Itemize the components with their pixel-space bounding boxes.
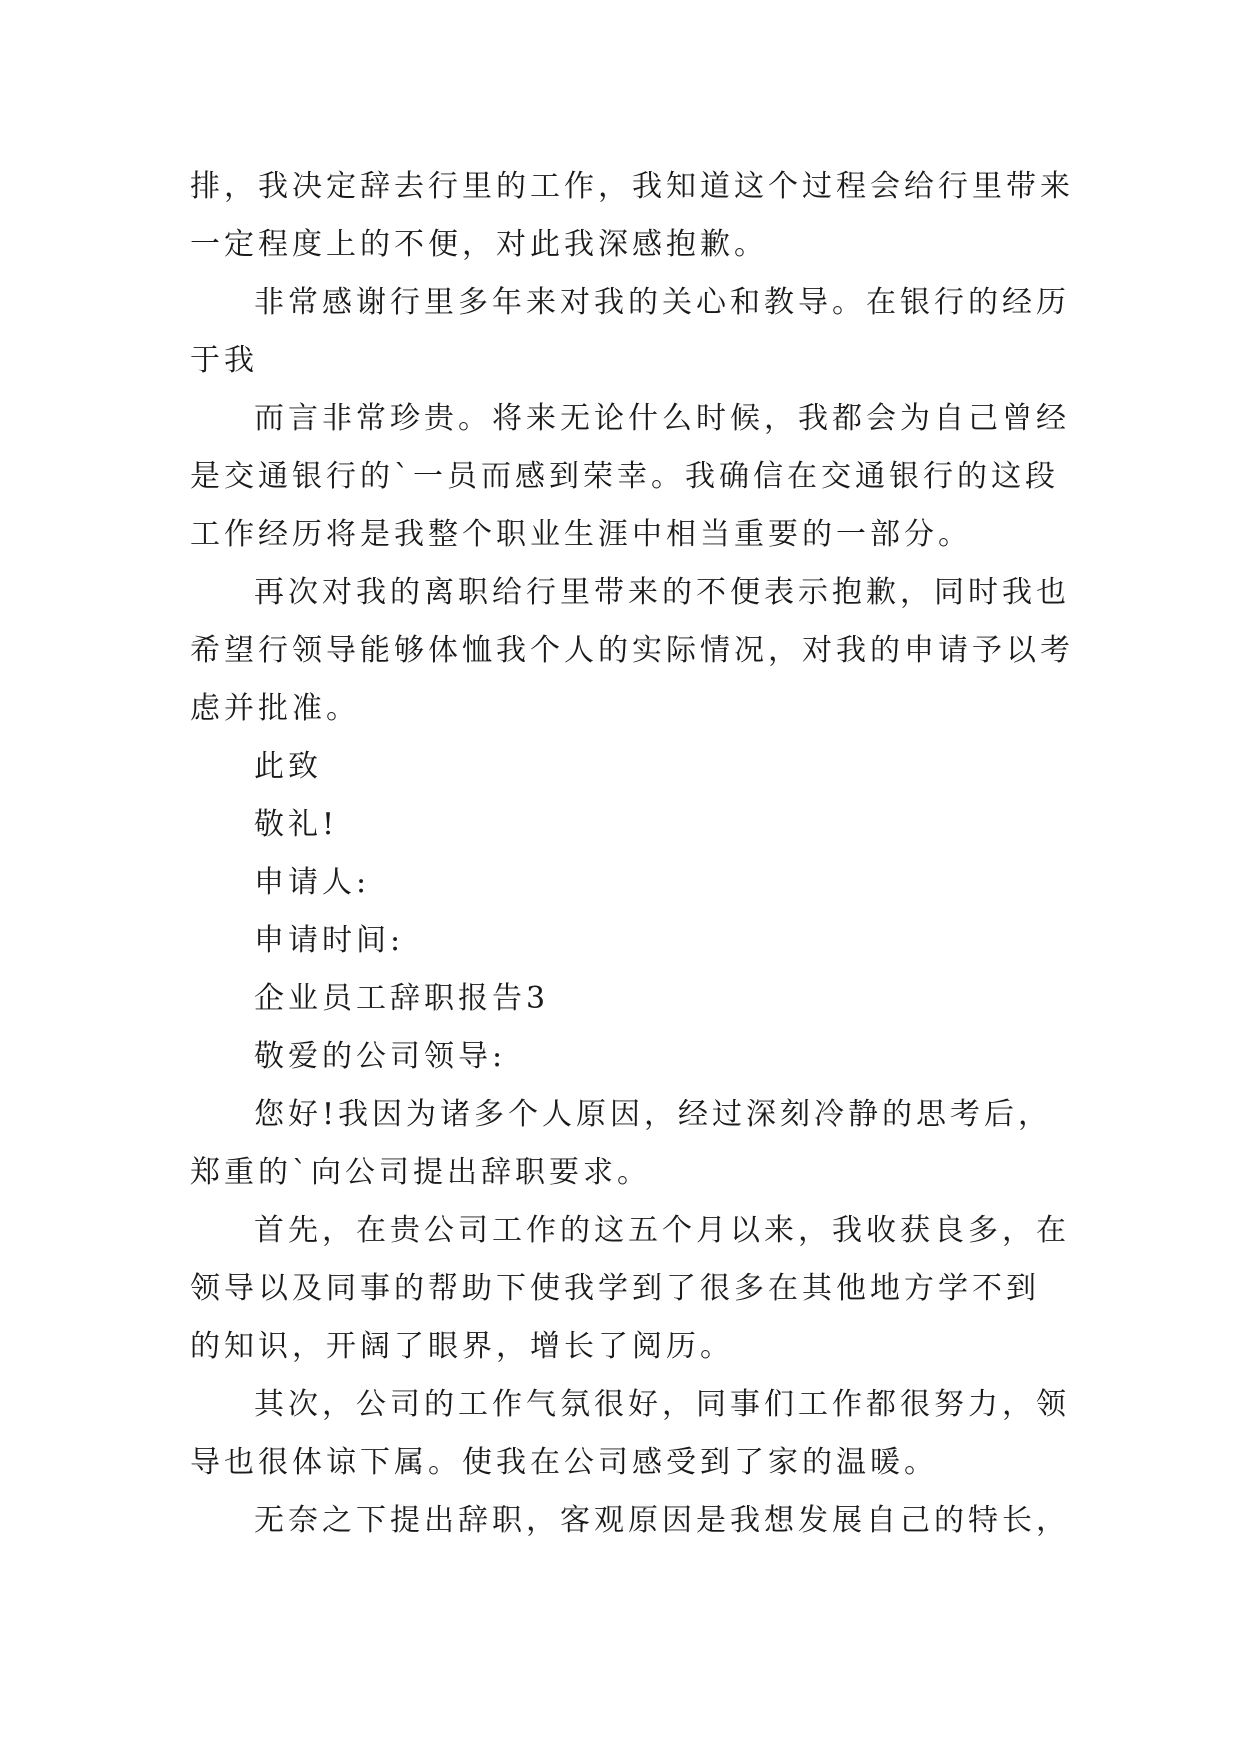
greeting-line: 敬爱的公司领导: [254,1039,507,1074]
text-line: 虑并批准。 [190,691,360,726]
text-line: 首先，在贵公司工作的这五个月以来，我收获良多，在 [254,1213,1070,1248]
text-line: 其次，公司的工作气氛很好，同事们工作都很努力，领 [254,1387,1070,1422]
application-date-label: 申请时间: [254,923,405,958]
text-line: 工作经历将是我整个职业生涯中相当重要的一部分。 [190,517,972,552]
document-body [190,158,1074,1550]
text-line: 希望行领导能够体恤我个人的实际情况，对我的申请予以考 [190,633,1074,668]
text-line: 而言非常珍贵。将来无论什么时候，我都会为自己曾经 [254,401,1070,436]
text-line: 导也很体谅下属。使我在公司感受到了家的温暖。 [190,1445,938,1480]
applicant-label: 申请人: [254,865,371,900]
closing-salutation: 此致 [254,749,322,784]
text-line: 的知识，开阔了眼界，增长了阅历。 [190,1329,734,1364]
text-line: 一定程度上的不便，对此我深感抱歉。 [190,227,768,262]
text-line: 排，我决定辞去行里的工作，我知道这个过程会给行里带来 [190,169,1074,204]
text-line: 是交通银行的`一员而感到荣幸。我确信在交通银行的这段 [190,459,1059,494]
section-title: 企业员工辞职报告3 [254,981,550,1016]
text-line: 您好!我因为诸多个人原因，经过深刻冷静的思考后， [254,1097,1053,1132]
text-line: 领导以及同事的帮助下使我学到了很多在其他地方学不到 [190,1271,1040,1306]
text-line: 无奈之下提出辞职，客观原因是我想发展自己的特长， [254,1503,1070,1538]
text-line: 非常感谢行里多年来对我的关心和教导。在银行的经历 [254,285,1070,320]
text-line: 郑重的`向公司提出辞职要求。 [190,1155,651,1190]
closing-salute: 敬礼! [254,807,339,842]
text-line: 再次对我的离职给行里带来的不便表示抱歉，同时我也 [254,575,1070,610]
text-line: 于我 [190,343,258,378]
